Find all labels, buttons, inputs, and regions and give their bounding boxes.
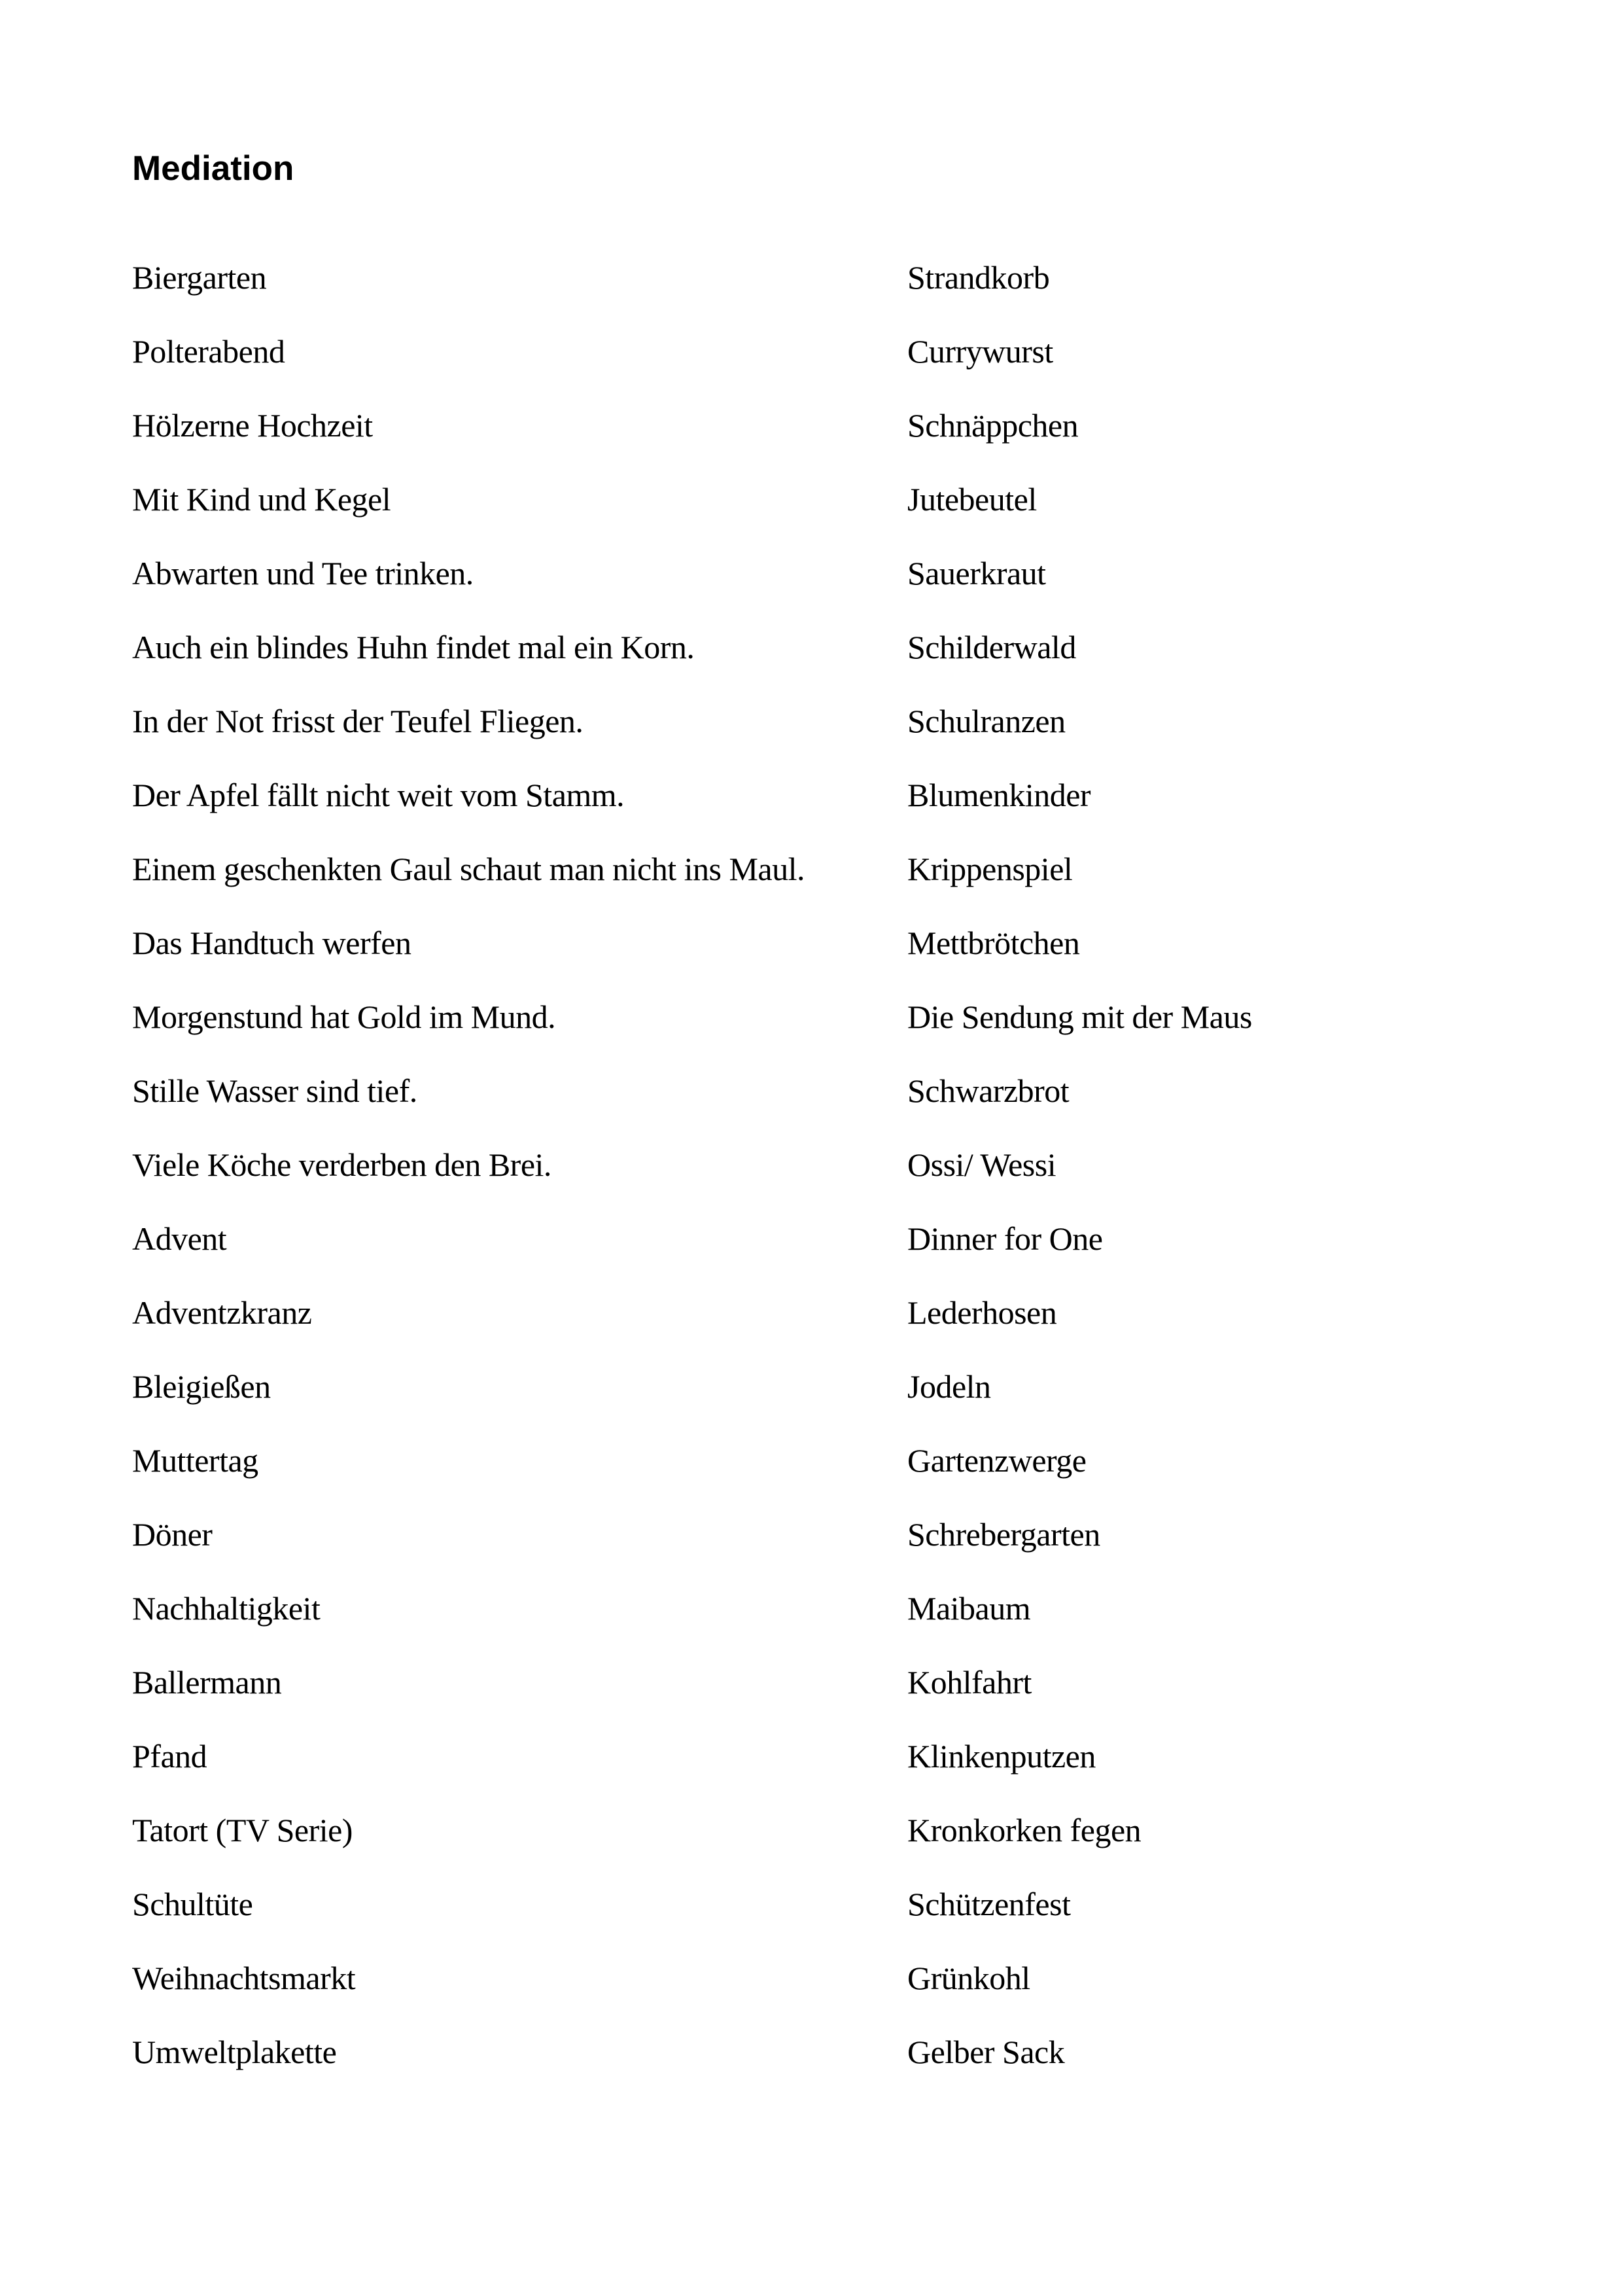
table-row (132, 1793, 1544, 1867)
right-term: Kronkorken fegen (907, 1812, 1142, 1848)
table-row (132, 980, 1544, 1054)
left-term: In der Not frisst der Teufel Fliegen. (132, 703, 584, 739)
right-term: Klinkenputzen (907, 1738, 1096, 1775)
left-term: Adventzkranz (132, 1294, 312, 1331)
word-list (132, 241, 1544, 2089)
right-term: Kohlfahrt (907, 1664, 1032, 1701)
left-term: Bleigießen (132, 1368, 271, 1405)
table-row (132, 1867, 1544, 1941)
left-term: Advent (132, 1220, 227, 1257)
left-term: Polterabend (132, 333, 285, 370)
right-term: Maibaum (907, 1590, 1031, 1627)
right-term: Krippenspiel (907, 851, 1073, 887)
right-term: Schützenfest (907, 1886, 1071, 1922)
left-term: Einem geschenkten Gaul schaut man nicht ins Maul. (132, 851, 805, 887)
table-row (132, 537, 1544, 610)
table-row (132, 684, 1544, 758)
table-row (132, 610, 1544, 684)
left-term: Umweltplakette (132, 2034, 337, 2070)
left-term: Mit Kind und Kegel (132, 481, 391, 518)
table-row (132, 315, 1544, 389)
table-row (132, 758, 1544, 832)
right-term: Schilderwald (907, 629, 1076, 665)
left-term: Der Apfel fällt nicht weit vom Stamm. (132, 777, 625, 813)
left-term: Abwarten und Tee trinken. (132, 555, 474, 592)
left-term: Muttertag (132, 1442, 258, 1479)
right-term: Mettbrötchen (907, 925, 1080, 961)
table-row (132, 1572, 1544, 1646)
right-term: Ossi/ Wessi (907, 1146, 1056, 1183)
table-row (132, 832, 1544, 906)
page-title: Mediation (132, 149, 294, 188)
right-term: Currywurst (907, 333, 1053, 370)
left-term: Auch ein blindes Huhn findet mal ein Korn. (132, 629, 695, 665)
right-term: Grünkohl (907, 1960, 1030, 1996)
table-row (132, 1276, 1544, 1350)
right-term: Lederhosen (907, 1294, 1057, 1331)
left-term: Nachhaltigkeit (132, 1590, 321, 1627)
left-term: Pfand (132, 1738, 207, 1775)
right-term: Sauerkraut (907, 555, 1046, 592)
right-term: Schulranzen (907, 703, 1066, 739)
right-term: Schnäppchen (907, 407, 1079, 444)
right-term: Blumenkinder (907, 777, 1091, 813)
table-row (132, 1202, 1544, 1276)
left-term: Viele Köche verderben den Brei. (132, 1146, 551, 1183)
table-row (132, 1128, 1544, 1202)
left-term: Hölzerne Hochzeit (132, 407, 373, 444)
right-term: Strandkorb (907, 259, 1050, 296)
table-row (132, 1941, 1544, 2015)
right-term: Dinner for One (907, 1220, 1103, 1257)
table-row (132, 241, 1544, 315)
left-term: Ballermann (132, 1664, 282, 1701)
table-row (132, 2015, 1544, 2089)
left-term: Schultüte (132, 1886, 253, 1922)
right-term: Jutebeutel (907, 481, 1037, 518)
left-term: Das Handtuch werfen (132, 925, 411, 961)
table-row (132, 906, 1544, 980)
left-term: Morgenstund hat Gold im Mund. (132, 998, 556, 1035)
left-term: Biergarten (132, 259, 267, 296)
right-term: Schwarzbrot (907, 1072, 1070, 1109)
right-term: Die Sendung mit der Maus (907, 998, 1252, 1035)
table-row (132, 1646, 1544, 1720)
table-row (132, 1498, 1544, 1572)
table-row (132, 1054, 1544, 1128)
table-row (132, 463, 1544, 537)
right-term: Gartenzwerge (907, 1442, 1087, 1479)
right-term: Gelber Sack (907, 2034, 1065, 2070)
left-term: Döner (132, 1516, 213, 1553)
table-row (132, 1424, 1544, 1498)
right-term: Schrebergarten (907, 1516, 1100, 1553)
left-term: Tatort (TV Serie) (132, 1812, 353, 1848)
table-row (132, 1350, 1544, 1424)
left-term: Weihnachtsmarkt (132, 1960, 356, 1996)
table-row (132, 389, 1544, 463)
table-row (132, 1720, 1544, 1793)
left-term: Stille Wasser sind tief. (132, 1072, 417, 1109)
right-term: Jodeln (907, 1368, 991, 1405)
